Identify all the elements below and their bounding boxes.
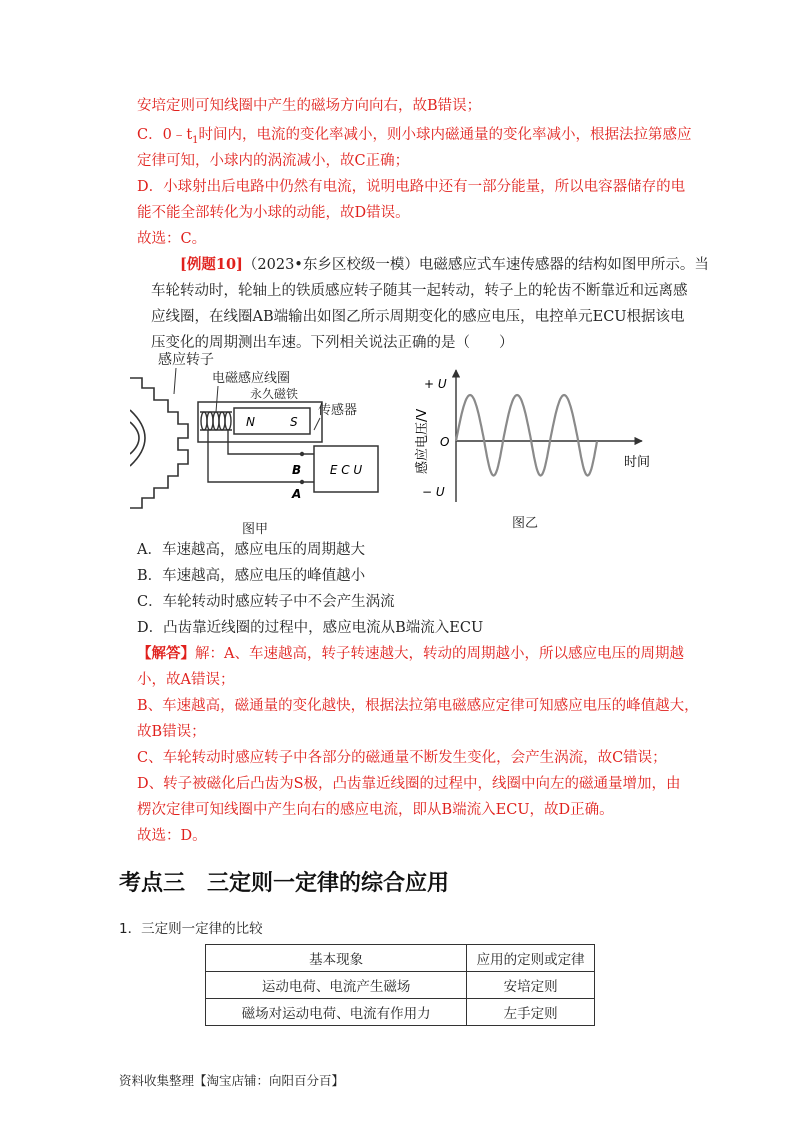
table-cell: 安培定则 (467, 972, 595, 999)
table-header: 应用的定则或定律 (467, 945, 595, 972)
ecu-label: E C U (329, 463, 363, 477)
label-magnet: 永久磁铁 (250, 387, 299, 401)
label-rotor: 感应转子 (158, 352, 214, 368)
prev-answer: 故选：C。 (137, 231, 207, 247)
solution-answer: 故选：D。 (137, 828, 207, 844)
prev-analysis-option-d-cont: 能不能全部转化为小球的动能，故D错误。 (137, 205, 410, 221)
solution-d: D、转子被磁化后凸齿为S极，凸齿靠近线圈的过程中，线圈中向左的磁通量增加，由 (137, 776, 681, 792)
example-tag: [例题10] (180, 256, 243, 273)
figure-b-caption: 图乙 (512, 516, 539, 531)
voltage-curve (456, 395, 597, 476)
y-axis-label: 感应电压/V (415, 408, 430, 474)
option-c: C．车轮转动时感应转子中不会产生涡流 (137, 594, 395, 610)
figure-a-caption: 图甲 (242, 522, 269, 537)
solution-a: 【解答】解：A、车速越高，转子转速越大，转动的周期越小，所以感应电压的周期越 (137, 645, 684, 662)
figure-voltage-graph (400, 362, 660, 512)
solution-b-cont: 故B错误； (137, 724, 206, 740)
example-line: 应线圈，在线圈AB端输出如图乙所示周期变化的感应电压，电控单元ECU根据该电 (151, 309, 685, 325)
prev-analysis-line: 安培定则可知线圈中产生的磁场方向向右，故B错误； (137, 98, 482, 114)
table-header: 基本现象 (206, 945, 467, 972)
label-sensor: 传感器 (318, 403, 358, 418)
terminal-a: A (292, 487, 302, 501)
option-d: D．凸齿靠近线圈的过程中，感应电流从B端流入ECU (137, 620, 484, 636)
solution-b: B、车速越高，磁通量的变化越快，根据法拉第电磁感应定律可知感应电压的峰值越大， (137, 698, 699, 714)
table-row (206, 972, 595, 999)
option-b: B．车速越高，感应电压的峰值越小 (137, 568, 366, 584)
solution-c: C、车轮转动时感应转子中各部分的磁通量不断发生变化，会产生涡流，故C错误； (137, 750, 667, 766)
figure-sensor-structure (130, 348, 390, 538)
table-header-row (206, 945, 595, 972)
comparison-table (205, 944, 595, 1026)
footer-note: 资料收集整理【淘宝店铺：向阳百分百】 (119, 1073, 345, 1088)
origin-label: O (440, 435, 450, 449)
pole-n: N (246, 415, 255, 429)
table-cell: 运动电荷、电流产生磁场 (206, 972, 467, 999)
prev-analysis-option-c-cont: 定律可知，小球内的涡流减小，故C正确； (137, 153, 410, 169)
solution-d-cont: 楞次定律可知线圈中产生向右的感应电流，即从B端流入ECU，故D正确。 (137, 802, 614, 818)
solution-a-cont: 小，故A错误； (137, 672, 235, 688)
example-title: [例题10]（2023•东乡区校级一模）电磁感应式车速传感器的结构如图甲所示。当 (180, 256, 709, 273)
table-row (206, 999, 595, 1026)
section-subtitle: 1．三定则一定律的比较 (119, 921, 263, 937)
plus-u-label: + U (424, 377, 447, 391)
table-cell: 磁场对运动电荷、电流有作用力 (206, 999, 467, 1026)
terminal-b: B (292, 463, 302, 477)
label-coil: 电磁感应线圈 (212, 371, 291, 386)
minus-u-label: − U (422, 485, 445, 499)
example-line: 压变化的周期测出车速。下列相关说法正确的是（ ） (151, 335, 514, 351)
prev-analysis-option-d: D．小球射出后电路中仍然有电流，说明电路中还有一部分能量，所以电容器储存的电 (137, 179, 686, 195)
prev-analysis-option-c: C．$0﹣t_1$时间内，电流的变化率减小，则小球内磁通量的变化率减小，根据法拉第感应 (137, 127, 692, 146)
example-line: 车轮转动时，轮轴上的铁质感应转子随其一起转动，转子上的轮齿不断靠近和远离感 (151, 283, 688, 299)
table-cell: 左手定则 (467, 999, 595, 1026)
x-axis-label: 时间 (624, 455, 651, 470)
option-a: A．车速越高，感应电压的周期越大 (137, 542, 365, 558)
induction-coil (200, 412, 232, 430)
section-title: 考点三 三定则一定律的综合应用 (119, 871, 450, 896)
pole-s: S (290, 415, 298, 429)
